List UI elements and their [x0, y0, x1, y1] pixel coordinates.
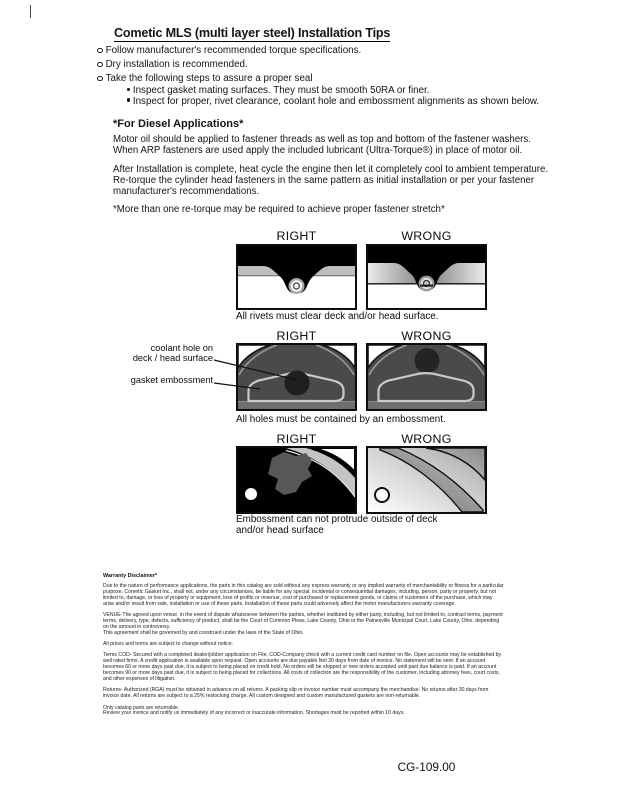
callout-gasket-embossment: gasket embossment [130, 375, 213, 385]
bullet-marker [97, 76, 103, 82]
diagram-caption: All holes must be contained by an embossment. [236, 414, 446, 425]
callout-coolant-hole: coolant hole on deck / head surface [132, 343, 213, 363]
bullet-marker [127, 88, 130, 91]
bullet-text: Inspect gasket mating surfaces. They must be smooth 50RA or finer. [132, 85, 430, 96]
protrusion-right-illustration [238, 448, 355, 512]
list-item [97, 73, 313, 84]
list-item [127, 85, 430, 96]
warranty-disclaimer [103, 573, 505, 723]
diagram-embossment-wrong [366, 343, 487, 411]
protrusion-wrong-illustration [368, 448, 485, 512]
page-code: CG-109.00 [397, 760, 456, 774]
bullet-marker [97, 48, 103, 54]
diagram-rivet-wrong [366, 244, 487, 310]
list-item [97, 59, 248, 70]
list-item [97, 45, 361, 56]
coolant-hole [415, 348, 440, 373]
diagram-caption: All rivets must clear deck and/or head surface. [236, 311, 439, 322]
page-title: Cometic MLS (multi layer steel) Installation Tips [114, 26, 391, 40]
diagram-protrusion-wrong [366, 446, 487, 514]
disclaimer-paragraph: Review your invoice and notify us immediately of any incorrect or inaccurate information. Shortages must be reported within 10 days. [103, 710, 405, 717]
bullet-text: Follow manufacturer's recommended torque specifications. [105, 45, 362, 56]
bolt-hole [245, 488, 257, 500]
section-heading: *For Diesel Applications* [113, 118, 244, 130]
bullet-text: Take the following steps to assure a proper seal [105, 73, 313, 84]
diagram-protrusion-right [236, 446, 357, 514]
list-item [127, 96, 539, 107]
paragraph: Motor oil should be applied to fastener threads as well as top and bottom of the fastener washers. When ARP fasteners are used apply the included lubricant (Ultra-Torque®) in place of motor oil. [113, 134, 531, 156]
embossment-wrong-illustration [368, 345, 485, 409]
crop-mark [30, 5, 31, 18]
label-wrong: WRONG [401, 329, 452, 343]
bullet-text: Inspect for proper, rivet clearance, coolant hole and embossment alignments as shown below. [132, 95, 540, 107]
disclaimer-paragraph: Returns- Authorized (RGA) must be obtained in advance on all returns. A packing slip or invoice number must accompany the merchandise. No returns after 30 days from invoice date. All returns are subject to a 25% restocking charge. All custom designed and custom manufactured gaskets are non-returnable. [103, 687, 489, 700]
bullet-marker [127, 98, 130, 101]
disclaimer-paragraph: All prices and terms are subject to change without notice. [103, 641, 234, 647]
bolt-hole [375, 488, 389, 502]
rivet-right-illustration [238, 246, 355, 308]
bullet-marker [97, 62, 103, 68]
label-wrong: WRONG [401, 432, 452, 446]
rivet-wrong-illustration [368, 246, 485, 308]
disclaimer-paragraph: VENUE-The agreed upon venue, in the event of dispute whatsoever between the parties, whether instituted by either party, including, but not limited to, contract terms, payment terms, delivery, type, defects, sufficiency of product, shall be the Court of Common Pleas, Lake County, Ohio or the Painesville Municipal Court, Lake County, Ohio, depending on the amount in controversy. [103, 612, 503, 630]
label-right: RIGHT [276, 229, 317, 243]
disclaimer-paragraph: Only catalog parts are returnable. [103, 704, 180, 711]
disclaimer-paragraph: This agreement shall be governed by and construed under the laws of the State of Ohio. [103, 629, 304, 636]
paragraph: After Installation is complete, heat cycle the engine then let it completely cool to ambient temperature. Re-torque the cylinder head fasteners in the same pattern as initial installation or per your fastener manufacturer's recommendations. [113, 164, 549, 197]
bullet-text: Dry installation is recommended. [105, 59, 248, 70]
label-wrong: WRONG [401, 229, 452, 243]
diagram-caption: Embossment can not protrude outside of deck and/or head surface [236, 514, 438, 536]
disclaimer-heading: Warranty Disclaimer* [103, 573, 158, 579]
leader-lines [212, 352, 302, 394]
note-text: *More than one re-torque may be required to achieve proper fastener stretch* [113, 204, 445, 215]
label-right: RIGHT [276, 329, 317, 343]
disclaimer-paragraph: Terms COD- Secured with a completed dealer/jobber application on File, COD-Company check with a current credit card number on file. Open accounts may be established by well rated firms. A credit application is available upon request. Open accounts are due payable Net 30 days from date of invoice. No statement will be sent. If an account becomes 60 or more days past due, it is subject to being placed on credit hold. No orders will be shipped or new orders accepted until past due balance is paid. If an account becomes 90 or more days past due, it is subject to being placed for collections. All costs of collection are the responsibility of the customer, including attorney fees, court costs, and other expenses of litigation. [103, 652, 502, 682]
disclaimer-paragraph: Due to the nature of performance applications, the parts in this catalog are sold without any express warranty or any implied warranty of merchantability or fitness for a particular purpose. Cometic Gasket Inc., shall not, under any circumstances, be liable for any special, incidental or consequential damages, including, person, party or property, but not limited to, damage, or loss of property or equipment, loss of profits or revenue, cost of purchased or replacement goods, or claims of customers of the purchase, which may arise and/or result from sale, installation or use of these parts. Installation of these parts could adversely affect the motor manufacturers warranty coverage. [103, 583, 504, 607]
diagram-rivet-right [236, 244, 357, 310]
label-right: RIGHT [276, 432, 317, 446]
